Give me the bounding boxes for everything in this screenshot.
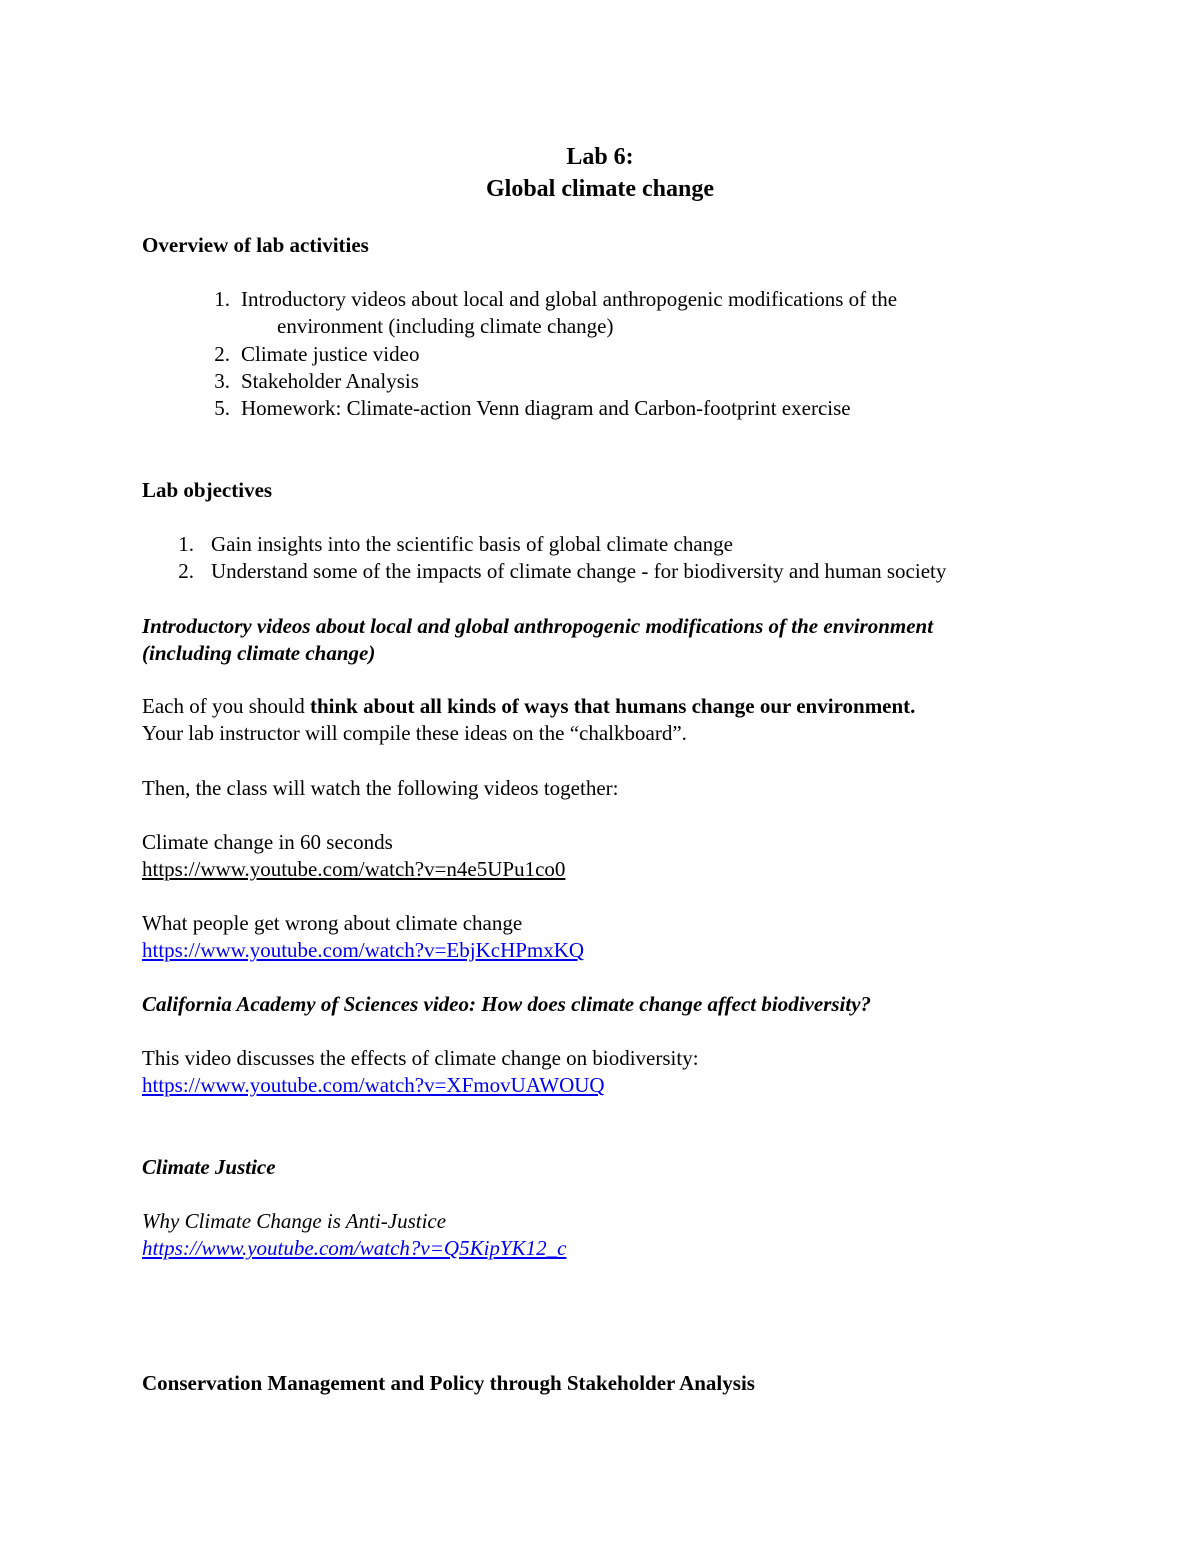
- overview-heading: Overview of lab activities: [142, 233, 369, 257]
- objectives-heading: Lab objectives: [142, 478, 273, 502]
- climate-justice-video-link[interactable]: https://www.youtube.com/watch?v=Q5KipYK12_c: [142, 1236, 567, 1260]
- intro-videos-heading-line-1: Introductory videos about local and global anthropogenic modifications of the environment: [142, 614, 934, 638]
- objective-1-number: 1.: [178, 532, 194, 556]
- title-line-1: Lab 6:: [566, 144, 634, 170]
- intro-paragraph-emphasis: think about all kinds of ways that humans change our environment.: [309, 694, 916, 718]
- video-1-link[interactable]: https://www.youtube.com/watch?v=n4e5UPu1co0: [142, 857, 566, 881]
- cas-description: This video discusses the effects of climate change on biodiversity:: [142, 1046, 699, 1070]
- intro-paragraph-line-2: Your lab instructor will compile these ideas on the “chalkboard”.: [142, 721, 687, 745]
- overview-item-2-number: 2.: [214, 342, 230, 366]
- climate-justice-video-title: Why Climate Change is Anti-Justice: [142, 1209, 447, 1233]
- overview-item-5-text: Homework: Climate-action Venn diagram and Carbon-footprint exercise: [241, 396, 851, 420]
- objective-1-text: Gain insights into the scientific basis of global climate change: [211, 532, 733, 556]
- overview-item-1-continuation: environment (including climate change): [277, 314, 614, 338]
- overview-item-1-number: 1.: [214, 287, 230, 311]
- objective-2-text: Understand some of the impacts of climate change - for biodiversity and human society: [211, 559, 947, 583]
- intro-paragraph-line-1: [142, 693, 915, 719]
- overview-item-5-number: 5.: [214, 396, 230, 420]
- overview-item-1-text: Introductory videos about local and global anthropogenic modifications of the: [241, 287, 898, 311]
- video-2-title: What people get wrong about climate change: [142, 911, 523, 935]
- intro-paragraph-prefix: Each of you should: [142, 694, 310, 718]
- cas-heading: California Academy of Sciences video: How does climate change affect biodiversity?: [142, 992, 872, 1016]
- video-1-title: Climate change in 60 seconds: [142, 830, 393, 854]
- overview-item-3-text: Stakeholder Analysis: [241, 369, 419, 393]
- intro-videos-heading-line-2: (including climate change): [142, 641, 376, 665]
- video-1-line: [142, 856, 565, 882]
- watch-videos-paragraph: Then, the class will watch the following videos together:: [142, 776, 619, 800]
- video-2-link[interactable]: https://www.youtube.com/watch?v=EbjKcHPmxKQ: [142, 938, 585, 962]
- climate-justice-link-line: [142, 1235, 566, 1261]
- stakeholder-heading: Conservation Management and Policy through Stakeholder Analysis: [142, 1371, 755, 1395]
- climate-justice-heading: Climate Justice: [142, 1155, 276, 1179]
- title-line-2: Global climate change: [486, 176, 714, 202]
- cas-link-line: [142, 1072, 605, 1098]
- objective-2-number: 2.: [178, 559, 194, 583]
- overview-item-3-number: 3.: [214, 369, 230, 393]
- cas-video-link[interactable]: https://www.youtube.com/watch?v=XFmovUAWOUQ: [142, 1073, 605, 1097]
- overview-item-2-text: Climate justice video: [241, 342, 420, 366]
- video-2-line: [142, 937, 584, 963]
